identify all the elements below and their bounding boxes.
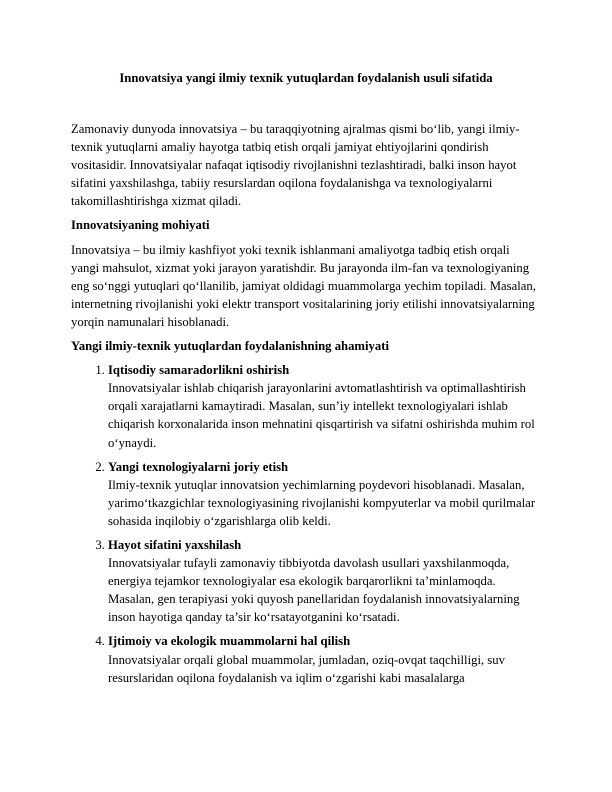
intro-paragraph: Zamonaviy dunyoda innovatsiya – bu taraqqiyotning ajralmas qismi bo‘lib, yangi ilmiy-texnik yutuqlarni amaliy hayotga tatbiq etish orqali jamiyat ehtiyojlarini qondirish vositasidir. Innovatsiyalar nafaqat iqtisodiy rivojlanishni tezlashtiradi, balki inson hayot sifatini yaxshilashga, tabiiy resurslardan oqilona foydalanishga va texnologiyalarni takomillashtirishga xizmat qiladi. xyxy=(71,122,520,209)
list-item xyxy=(108,632,541,686)
document-body xyxy=(71,120,541,693)
section-heading-essence: Innovatsiyaning mohiyati xyxy=(71,218,210,233)
list-item-title: 3. Hayot sifatini yaxshilash xyxy=(108,537,242,552)
list-item xyxy=(108,458,541,530)
list-item-text: Innovatsiyalar tufayli zamonaviy tibbiyotda davolash usullari yaxshilanmoqda, energiya tejamkor texnologiyalar esa ekologik barqarorlikni ta’minlamoqda. Masalan, gen terapiyasi yoki quyosh panellaridan foydalanish innovatsiyalarning inson hayotiga qanday ta’sir ko‘rsatayotganini ko‘rsatadi. xyxy=(108,556,520,625)
section-heading-importance: Yangi ilmiy-texnik yutuqlardan foydalanishning ahamiyati xyxy=(71,339,389,354)
list-item-title: 2. Yangi texnologiyalarni joriy etish xyxy=(108,459,289,474)
list-item-text: Ilmiy-texnik yutuqlar innovatsion yechimlarning poydevori hisoblanadi. Masalan, yarimo‘tkazgichlar texnologiyasining rivojlanishi kompyuterlar va mobil qurilmalar sohasida inqilobiy o‘zgarishlarga olib keldi. xyxy=(108,477,536,528)
importance-list xyxy=(71,361,541,687)
document-title: Innovatsiya yangi ilmiy texnik yutuqlardan foydalanish usuli sifatida xyxy=(119,71,493,85)
list-item-text: Innovatsiyalar ishlab chiqarish jarayonlarini avtomatlashtirish va optimallashtirish orqali xarajatlarni kamaytiradi. Masalan, sun’iy intellekt texnologiyalari ishlab chiqarish korxonalarida inson mehnatini qisqartirish va sifatni oshirishda muhim rol o‘ynaydi. xyxy=(108,381,535,450)
list-item-text: Innovatsiyalar orqali global muammolar, jumladan, oziq-ovqat taqchilligi, suv resurslaridan oqilona foydalanish va iqlim o‘zgarishi kabi masalalarga xyxy=(108,652,505,685)
essence-paragraph: Innovatsiya – bu ilmiy kashfiyot yoki texnik ishlanmani amaliyotga tadbiq etish orqali yangi mahsulot, xizmat yoki jarayon yaratishdir. Bu jarayonda ilm-fan va texnologiyaning eng so‘nggi yutuqlari qo‘llanilib, jamiyat oldidagi muammolarga yechim topiladi. Masalan, internetning rivojlanishi yoki elektr transport vositalarining joriy etilishi innovatsiyalarning yorqin namunalari hisoblanadi. xyxy=(71,242,536,329)
list-item xyxy=(108,536,541,626)
list-item-title: 4. Ijtimoiy va ekologik muammolarni hal qilish xyxy=(108,634,351,649)
list-item-title: 1. Iqtisodiy samaradorlikni oshirish xyxy=(108,363,290,378)
list-item xyxy=(108,361,541,451)
